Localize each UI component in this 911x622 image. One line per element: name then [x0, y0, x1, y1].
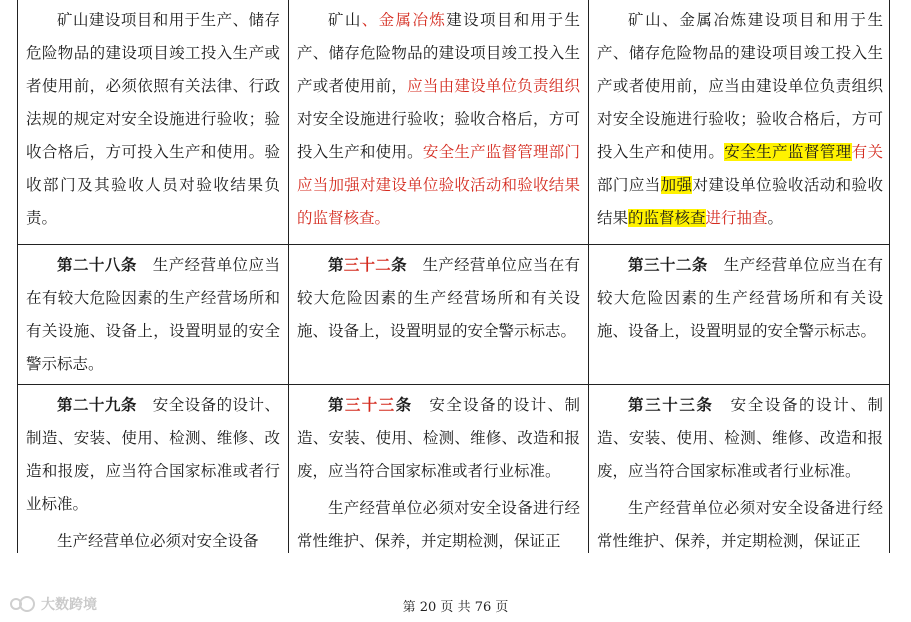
text-run: 矿山建设项目和用于生产、储存危险物品的建设项目竣工投入生产或者使用前，必须依照有关法律、行政法规的规定对安全设施进行验收；验收合格后，方可投入生产和使用。验收部门及其验收人员对验收结果负责。 — [26, 11, 280, 227]
text-run: 对安全设施进行验收；验收合格后，方可投入生产和使用。 — [297, 110, 580, 161]
text-run: 对建设单位验收活动和验收结果 — [597, 176, 883, 227]
cell-paragraph — [26, 4, 280, 235]
text-run: 三十二 — [343, 256, 392, 274]
table-cell-original — [18, 0, 288, 244]
cell-paragraph — [26, 389, 280, 521]
text-run: 有关 — [851, 143, 883, 161]
text-run: 进行抽查 — [705, 209, 768, 227]
cell-paragraph — [597, 249, 883, 348]
cell-paragraph — [597, 492, 883, 553]
text-run: 条 — [391, 256, 407, 274]
text-run: 安全设备的设计、制造、安装、使用、检测、维修、改造和报废，应当符合国家标准或者行业标准。 — [26, 396, 280, 513]
text-run: 条 — [395, 396, 413, 414]
table-row — [18, 385, 889, 553]
table-cell-original — [18, 385, 288, 553]
text-run: 生产经营单位应当在有较大危险因素的生产经营场所和有关设施、设备上，设置明显的安全警示标志。 — [26, 256, 280, 373]
text-run: 第 — [328, 396, 345, 414]
text-run: 生产经营单位应当在有较大危险因素的生产经营场所和有关设施、设备上，设置明显的安全警示标志。 — [597, 256, 883, 340]
table-row — [18, 0, 889, 245]
text-run: 第 — [328, 256, 344, 274]
text-run: 生产经营单位应当在有较大危险因素的生产经营场所和有关设施、设备上，设置明显的安全警示标志。 — [297, 256, 580, 340]
table-cell-final — [588, 0, 891, 244]
cell-paragraph — [297, 492, 580, 553]
cell-paragraph — [297, 4, 580, 235]
text-run: 第三十二条 — [628, 256, 708, 274]
text-run: 安全生产监督管理 — [724, 143, 852, 161]
text-run: 建设项目和用于生产、储存危险物品的建设项目竣工投入生产或者使用前， — [297, 11, 580, 95]
text-run: 安全设备的设计、制造、安装、使用、检测、维修、改造和报废，应当符合国家标准或者行业标准。 — [297, 396, 580, 480]
text-run: 三十三 — [344, 396, 396, 414]
text-run: 、金属冶炼 — [361, 11, 447, 29]
table-cell-final — [588, 385, 891, 553]
cell-paragraph — [597, 389, 883, 488]
cell-paragraph — [26, 249, 280, 381]
text-run: 第三十三条 — [628, 396, 714, 414]
text-run: 应当由建设单位负责组织 — [407, 77, 580, 95]
cell-paragraph — [597, 4, 883, 235]
table-cell-draft — [288, 245, 588, 384]
comparison-table — [17, 0, 890, 553]
table-cell-original — [18, 245, 288, 384]
text-run: 的监督核查 — [628, 209, 706, 227]
text-run: 矿山 — [328, 11, 362, 29]
text-run: 。 — [767, 209, 784, 227]
text-run: 生产经营单位必须对安全设备 — [57, 532, 259, 550]
watermark-text: 大数跨境 — [41, 597, 97, 613]
table-cell-final — [588, 245, 891, 384]
table-cell-draft — [288, 0, 588, 244]
table-cell-draft — [288, 385, 588, 553]
text-run: 第二十八条 — [57, 256, 137, 274]
cell-paragraph — [297, 389, 580, 488]
text-run: 矿山、金属冶炼建设项目和用于生产、储存危险物品的建设项目竣工投入生产或者使用前，应当由建设单位负责组织对安全设施进行验收；验收合格后，方可投入生产和使用。 — [597, 11, 883, 161]
page-number: 第 20 页 共 76 页 — [402, 600, 509, 615]
text-run: 安全生产监督管理部门应当加强对建设单位验收活动和验收结果的监督核查。 — [297, 143, 580, 227]
cell-paragraph — [26, 525, 280, 553]
text-run: 生产经营单位必须对安全设备进行经常性维护、保养，并定期检测，保证正 — [597, 499, 883, 550]
text-run: 生产经营单位必须对安全设备进行经常性维护、保养，并定期检测，保证正 — [297, 499, 580, 550]
text-run: 安全设备的设计、制造、安装、使用、检测、维修、改造和报废，应当符合国家标准或者行业标准。 — [597, 396, 883, 480]
table-row — [18, 245, 889, 385]
text-run: 第二十九条 — [57, 396, 137, 414]
text-run: 部门应当 — [597, 176, 661, 194]
cell-paragraph — [297, 249, 580, 348]
text-run: 加强 — [660, 176, 693, 194]
